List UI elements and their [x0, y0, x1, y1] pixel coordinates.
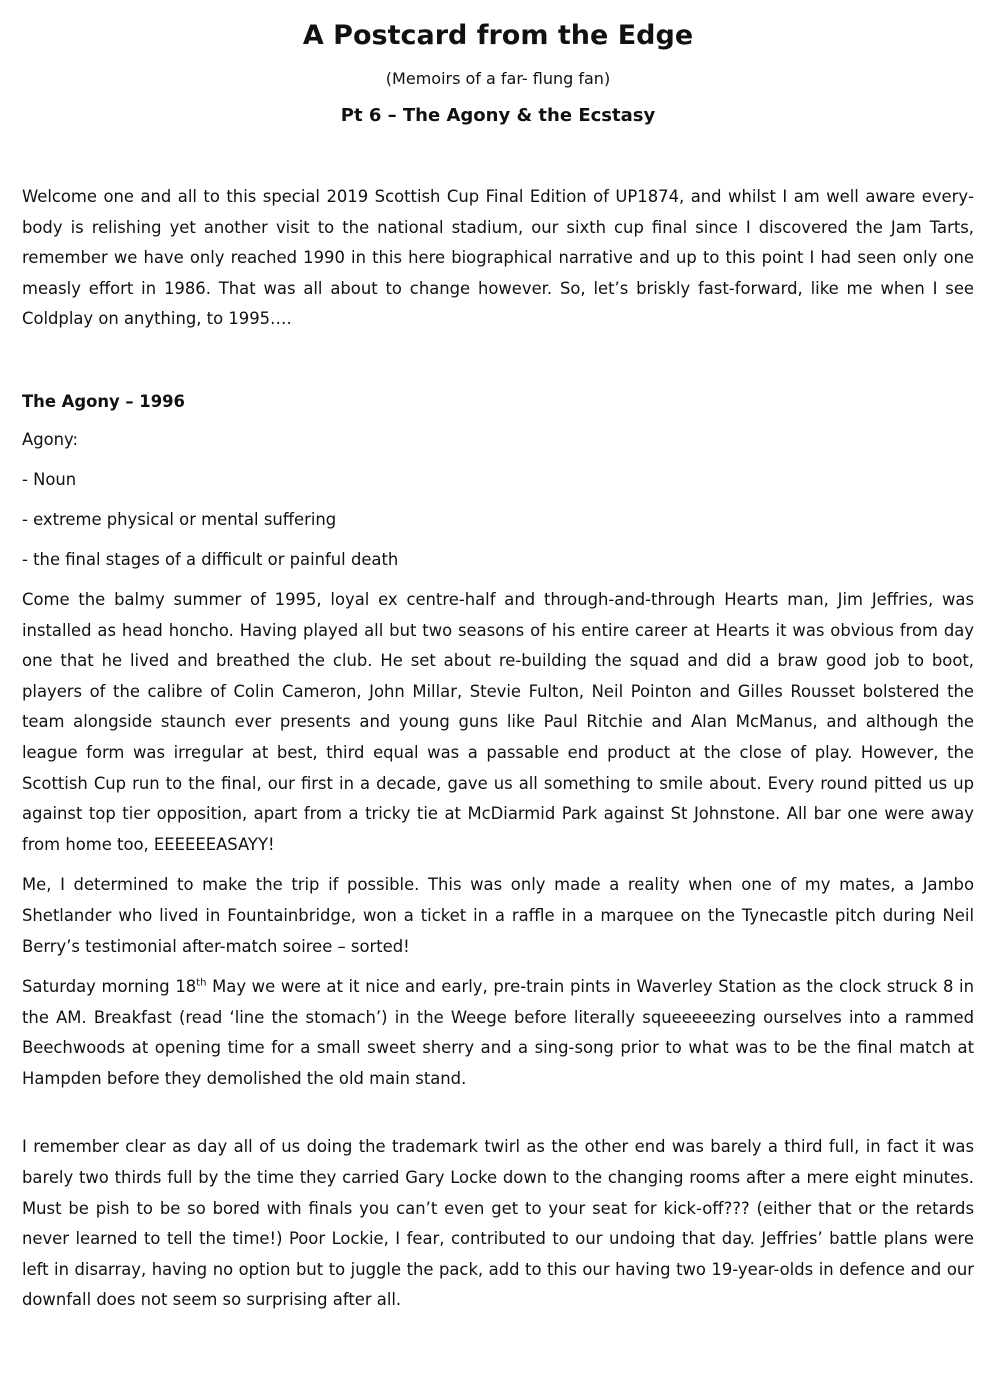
intro-paragraph: Welcome one and all to this special 2019 Scottish Cup Final Edition of UP1874, and whilst I am well aware everybody is relishing yet another visit to the national stadium, our sixth cup final since I discovered the Jam Tarts, remember we have only reached 1990 in this here biographical narrative and up to this point I had seen only one measly effort in 1986. That was all about to change however. So, let’s briskly fast-forward, like me when I see Coldplay on anything, to 1995….: [22, 187, 974, 329]
definition-word: Agony:: [22, 429, 79, 449]
page-subtitle: (Memoirs of a far- flung fan): [385, 69, 611, 88]
definition-line: - extreme physical or mental suffering: [22, 509, 337, 529]
paragraph-text: May we were at it nice and early, pre-train pints in Waverley Station as the clock struck 8 in the AM. Breakfast (read ‘line the stomach’) in the Weege before literally squeeeeezing ourselves into a rammed Beechwoods at opening time for a small sweet sherry and a sing-song prior to what was to be the final match at Hampden before they demolished the old main stand.: [22, 977, 974, 1088]
body-paragraph: [22, 972, 974, 1094]
page-title: A Postcard from the Edge: [302, 20, 694, 51]
document-page: [22, 14, 974, 1316]
body-paragraph: Come the balmy summer of 1995, loyal ex centre-half and through-and-through Hearts man, Jim Jeffries, was installed as head honcho. Having played all but two seasons of his entire career at Hearts it was obvious from day one that he lived and breathed the club. He set about re-building the squad and did a braw good job to boot, players of the calibre of Colin Cameron, John Millar, Stevie Fulton, Neil Pointon and Gilles Rousset bolstered the team alongside staunch ever presents and young guns like Paul Ritchie and Alan McManus, and although the league form was irregular at best, third equal was a passable end product at the close of play. However, the Scottish Cup run to the final, our first in a decade, gave us all something to smile about. Every round pitted us up against top tier opposition, apart from a tricky tie at McDiarmid Park against St Johnstone. All bar one were away from home too, EEEEEEASAYY!: [22, 589, 974, 854]
paragraph-text: Saturday morning 18: [22, 977, 197, 997]
body-paragraph: Me, I determined to make the trip if possible. This was only made a reality when one of my mates, a Jambo Shetlander who lived in Fountainbridge, won a ticket in a raffle in a marquee on the Tynecastle pitch during Neil Berry’s testimonial after-match soiree – sorted!: [22, 875, 974, 956]
definition-line: - the final stages of a difficult or painful death: [22, 549, 399, 569]
definition-line: - Noun: [22, 469, 77, 489]
section-heading: The Agony – 1996: [22, 391, 185, 411]
body-paragraph: I remember clear as day all of us doing the trademark twirl as the other end was barely a third full, in fact it was barely two thirds full by the time they carried Gary Locke down to the changing rooms after a mere eight minutes. Must be pish to be so bored with finals you can’t even get to your seat for kick-off??? (either that or the retards never learned to tell the time!) Poor Lockie, I fear, contributed to our undoing that day. Jeffries’ battle plans were left in disarray, having no option but to juggle the pack, add to this our having two 19-year-olds in defence and our downfall does not seem so surprising after all.: [22, 1137, 974, 1310]
ordinal-superscript: th: [196, 977, 207, 989]
part-heading: Pt 6 – The Agony & the Ecstasy: [340, 105, 656, 126]
